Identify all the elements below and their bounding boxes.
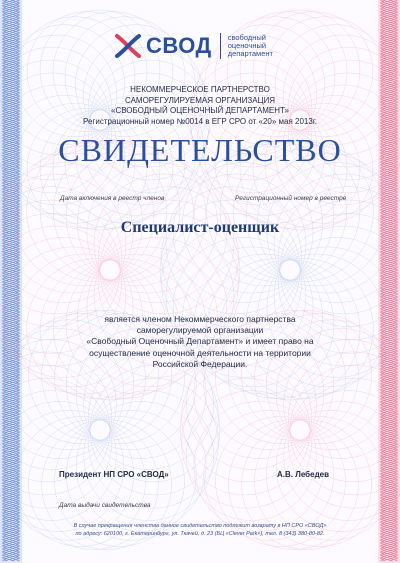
svod-x-logo-icon xyxy=(114,33,142,59)
president-title: Президент НП СРО «СВОД» xyxy=(59,470,169,479)
org-line: НЕКОММЕРЧЕСКОЕ ПАРТНЕРСТВО xyxy=(130,85,270,94)
membership-line: Российской Федерации. xyxy=(152,358,248,369)
svod-logo xyxy=(114,33,273,59)
footer-line: по адресу: 620100, г. Екатеринбург, ул. Ткачей, д. 23 (БЦ «Clever Park»), тел. 8 (343) 380-80-82. xyxy=(75,530,325,537)
membership-line: является членом Некоммерческого партнерства xyxy=(104,314,296,324)
org-line: «СВОБОДНЫЙ ОЦЕНОЧНЫЙ ДЕПАРТАМЕНТ» xyxy=(111,106,289,115)
registry-number-label: Регистрационный номер в реестре xyxy=(235,195,347,202)
specialist-heading: Специалист-оценщик xyxy=(120,219,280,236)
footer-line: В случае прекращения членства данное свидетельство подлежит возврату в НП СРО «СВОД» xyxy=(73,523,327,529)
logo-brand-name: СВОД xyxy=(146,33,212,58)
logo-tagline-line: свободный xyxy=(227,32,266,42)
issue-date-label: Дата выдачи свидетельства xyxy=(59,502,151,509)
membership-text xyxy=(60,314,340,370)
return-notice-footer xyxy=(55,523,345,539)
org-registration-line: Регистрационный номер №0014 в ЕГР СРО от «20» мая 2013г. xyxy=(83,116,317,126)
membership-line: саморегулируемой организации xyxy=(136,325,264,336)
membership-line: осуществление оценочной деятельности на территории xyxy=(89,347,311,358)
logo-tagline-line: оценочный xyxy=(227,40,267,50)
logo-tagline xyxy=(228,34,273,59)
president-name: А.В. Лебедев xyxy=(277,470,330,479)
logo-separator xyxy=(220,33,221,59)
certificate-title: СВИДЕТЕЛЬСТВО xyxy=(58,132,342,168)
org-line: САМОРЕГУЛИРУЕМАЯ ОРГАНИЗАЦИЯ xyxy=(124,95,276,105)
date-included-label: Дата включения в реестр членов xyxy=(60,195,165,202)
membership-line: «Свободный Оценочный Департамент» и имеет право на xyxy=(86,336,314,347)
organization-header xyxy=(40,85,360,127)
logo-tagline-line: департамент xyxy=(227,49,273,59)
